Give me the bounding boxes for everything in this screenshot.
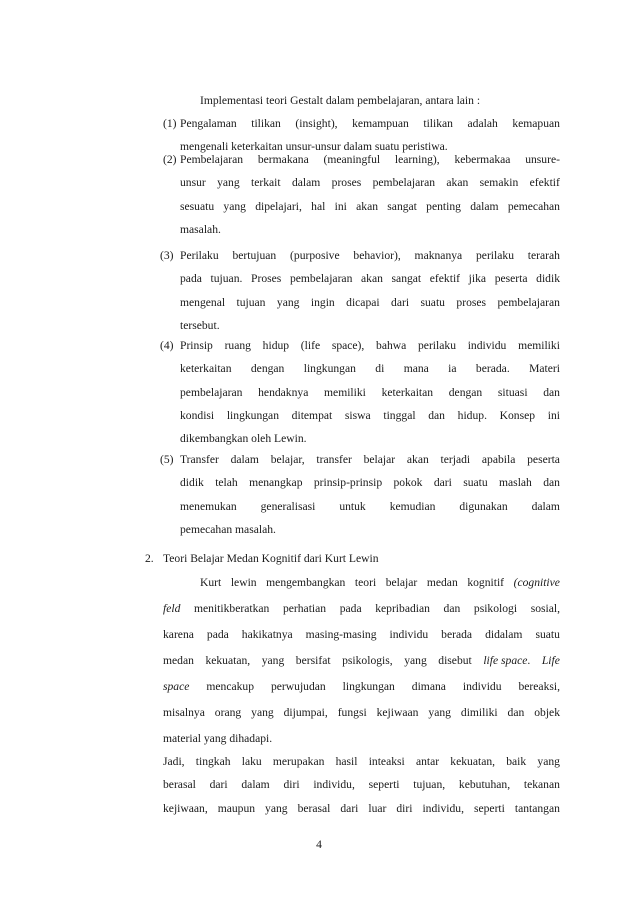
list-item-number: (3) [160, 249, 174, 262]
list-item-line: mengenal tujuan yang ingin dicapai dari suatu proses pembelajaran [180, 295, 560, 309]
list-item-line: didik telah menangkap prinsip-prinsip pokok dari suatu maslah dan [180, 476, 560, 490]
list-item-line: pemecahan masalah. [180, 522, 276, 536]
intro-line: Implementasi teori Gestalt dalam pembelajaran, antara lain : [200, 94, 481, 107]
list-item-line: pada tujuan. Proses pembelajaran akan sangat efektif jika peserta didik [180, 272, 560, 286]
italic-term: Life [541, 654, 560, 667]
list-item-number: (2) [163, 153, 177, 166]
paragraph-line: misalnya orang yang dijumpai, fungsi kejiwaan yang dimiliki dan objek [163, 706, 560, 719]
paragraph-line: material yang dihadapi. [163, 732, 273, 745]
section-number: 2. [145, 552, 154, 565]
list-item-line: keterkaitan dengan lingkungan di mana ia berada. Materi [180, 362, 560, 376]
list-item-line: Transfer dalam belajar, transfer belajar akan terjadi apabila peserta [180, 453, 560, 466]
list-item-line: dikembangkan oleh Lewin. [180, 432, 307, 446]
paragraph-line: space mencakup perwujudan lingkungan dimana individu bereaksi, [163, 680, 560, 693]
paragraph-line: Kurt lewin mengembangkan teori belajar medan kognitif (cognitive [200, 576, 560, 589]
list-item-line: Pengalaman tilikan (insight), kemampuan tilikan adalah kemapuan [180, 117, 560, 130]
list-item-number: (4) [160, 339, 174, 352]
list-item-line: masalah. [180, 222, 221, 236]
paragraph-line: berasal dari dalam diri individu, seperti tujuan, kebutuhan, tekanan [163, 778, 560, 792]
list-item-line: menemukan generalisasi untuk kemudian digunakan dalam [180, 499, 560, 513]
italic-term: feld [163, 602, 181, 615]
paragraph-line: feld menitikberatkan perhatian pada kepribadian dan psikologi sosial, [163, 602, 560, 615]
page-number: 4 [316, 838, 322, 851]
section-title: Teori Belajar Medan Kognitif dari Kurt Lewin [163, 552, 379, 565]
list-item-line: Pembelajaran bermakana (meaningful learning), kebermakaa unsure- [180, 153, 560, 166]
list-item-line: sesuatu yang dipelajari, hal ini akan sangat penting dalam pemecahan [180, 199, 560, 213]
punctuation: . [527, 654, 531, 667]
italic-term: (cognitive [513, 576, 560, 589]
list-item-line: tersebut. [180, 318, 220, 332]
list-item-line: pembelajaran hendaknya memiliki keterkaitan dengan situasi dan [180, 385, 560, 399]
list-item-line: kondisi lingkungan ditempat siswa tinggal dan hidup. Konsep ini [180, 408, 560, 422]
paragraph-line: karena pada hakikatnya masing-masing individu berada didalam suatu [163, 628, 560, 641]
italic-term: space [163, 680, 190, 693]
paragraph-line: Jadi, tingkah laku merupakan hasil inteaksi antar kekuatan, baik yang [163, 755, 560, 768]
paragraph-line: medan kekuatan, yang bersifat psikologis, yang disebut life space. Life [163, 654, 560, 667]
list-item-line: Prinsip ruang hidup (life space), bahwa perilaku individu memiliki [180, 339, 560, 352]
list-item-line: unsur yang terkait dalam proses pembelajaran akan semakin efektif [180, 176, 560, 190]
list-item-line: Perilaku bertujuan (purposive behavior), maknanya perilaku terarah [180, 249, 560, 262]
list-item-number: (1) [163, 117, 177, 130]
list-item-line: mengenali keterkaitan unsur-unsur dalam suatu peristiwa. [180, 140, 448, 154]
paragraph-line: kejiwaan, maupun yang berasal dari luar diri individu, seperti tantangan [163, 801, 560, 815]
italic-term: life space [483, 654, 528, 667]
list-item-number: (5) [160, 453, 174, 466]
